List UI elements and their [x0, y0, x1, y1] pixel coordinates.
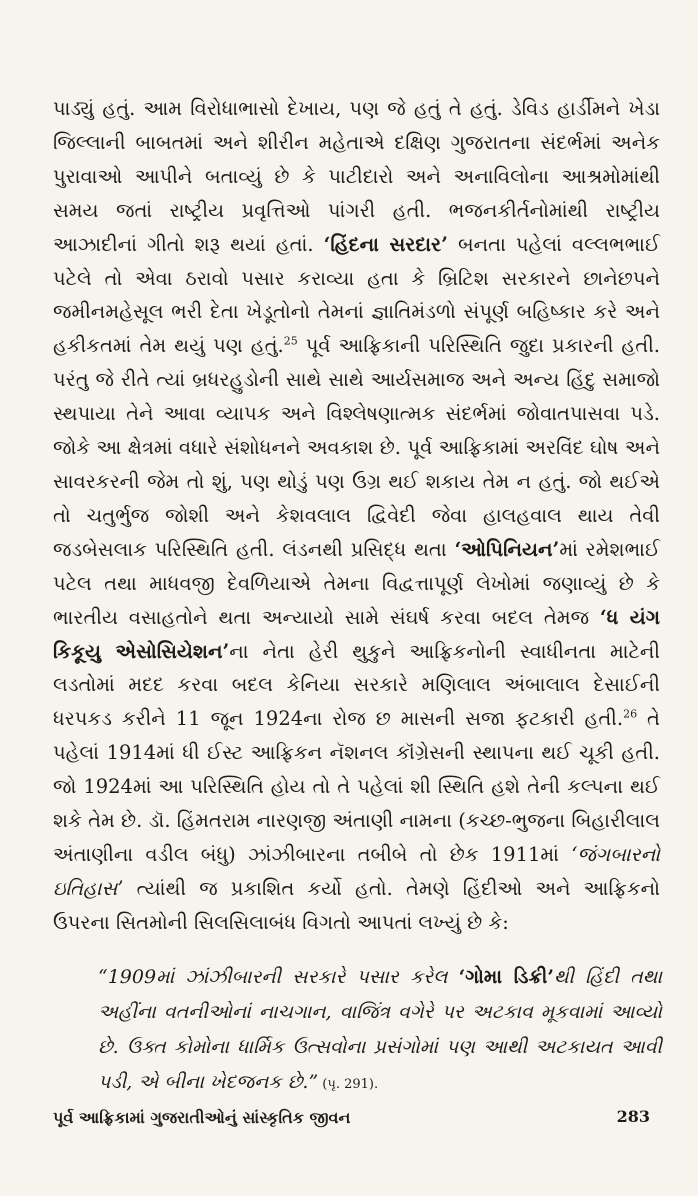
body-text-run: ના નેતા હેરી થુકુને આફ્રિકનોની સ્વાધીનતા માટેની લડતોમાં મદદ કરવા બદલ કેનિયા સરકારે મણિલાલ અંબાલાલ દેસાઈની ધરપકડ કરીને 11 જૂન 1924ના રોજ છ માસની સજા ફટકારી હતી.: [53, 639, 661, 731]
italic-book-title: ‘જંગબારનો ઇતિહાસ’: [53, 842, 660, 900]
body-text-run: પૂર્વ આફ્રિકાની પરિસ્થિતિ જુદા પ્રકારની હતી. પરંતુ જે રીતે ત્યાં બ્રધરહુડોની સાથે સાથે આર્યસમાજ અને અન્ય હિંદુ સમાજો સ્થપાયા તેને આવા વ્યાપક અને વિશ્લેષણાત્મક સંદર્ભમાં જોવાતપાસવા પડે. જોકે આ ક્ષેત્રમાં વધારે સંશોધનને અવકાશ છે. પૂર્વ આફ્રિકામાં અરવિંદ ઘોષ અને સાવરકરની જેમ તો શું, પણ થોડું પણ ઉગ્ર થઈ શકાય તેમ ન હતું. જો થઈએ તો ચતુર્ભુજ જોશી અને કેશવલાલ દ્વિવેદી જેવા હાલહવાલ થાય તેવી જડબેસલાક પરિસ્થિતિ હતી. લંડનથી પ્રસિદ્ધ થતા: [53, 334, 660, 561]
footnote-ref-26: 26: [623, 707, 638, 721]
body-text-run: પાડ્યું હતું. આમ વિરોધાભાસો દેખાય, પણ જે હતું તે હતું. ડેવિડ હાર્ડીમને ખેડા જિલ્લાની બાબતમાં અને શીરીન મહેતાએ દક્ષિણ ગુજરાતના સંદર્ભમાં અનેક પુરાવાઓ આપીને બતાવ્યું છે કે પાટીદારો અને અનાવિલોના આશ્રમોમાંથી સમય જતાં રાષ્ટ્રીય પ્રવૃત્તિઓ પાંગરી હતી. ભજનકીર્તનોમાંથી રાષ્ટ્રીય આઝાદીનાં ગીતો શરૂ થયાં હતાં.: [53, 97, 660, 256]
bold-title-hindna-sardar: ‘હિંદના સરદાર’: [323, 232, 448, 256]
body-text-run: બનતા પહેલાં વલ્લભભાઈ પટેલે તો એવા ઠરાવો પસાર કરાવ્યા હતા કે બ્રિટિશ સરકારને છાનેછપને જમીનમહેસૂલ ભરી દેતા ખેડૂતોનો તેમનાં જ્ઞાતિમંડળો સંપૂર્ણ બહિષ્કાર કરે અને હકીકતમાં તેમ થયું પણ હતું.: [53, 232, 660, 358]
body-text-run: માં રમેશભાઈ પટેલ તથા માધવજી દેવળિયાએ તેમના વિદ્વત્તાપૂર્ણ લેખોમાં જણાવ્યું છે કે ભારતીય વસાહતોને થતા અન્યાયો સામે સંઘર્ષ કરવા બદલ તેમજ: [53, 537, 660, 629]
footnote-ref-25: 25: [283, 334, 298, 348]
bold-title-opinion: ‘ઓપિનિયન’: [454, 537, 560, 561]
body-paragraph: [53, 92, 660, 940]
body-text-run: તે પહેલાં 1914માં ધી ઈસ્ટ આફ્રિકન નૅશનલ કૉંગ્રેસની સ્થાપના થઈ ચૂકી હતી. જો 1924માં આ પરિસ્થિતિ હોય તો તે પહેલાં શી સ્થિતિ હશે તેની કલ્પના થઈ શકે તેમ છે. ડૉ. હિંમતરામ નારણજી અંતાણી નામના (કચ્છ-ભુજના બિહારીલાલ અંતાણીના વડીલ બંધુ) ઝાંઝીબારના તબીબે તો છેક 1911માં: [53, 707, 660, 866]
quote-citation: (પૃ. 291).: [318, 1077, 379, 1092]
bold-title-young-kikuyu: ‘ધ યંગ કિકૂયુ એસોસિયેશન’: [53, 605, 661, 663]
block-quote: [98, 960, 662, 1102]
body-text-run: ત્યાંથી જ પ્રકાશિત કર્યો હતો. તેમણે હિંદીઓ અને આફ્રિકનો ઉપરના સિતમોની સિલસિલાબંધ વિગતો આપતાં લખ્યું છે કે:: [53, 876, 660, 934]
page-number: 283: [616, 1107, 650, 1126]
running-footer-title: પૂર્વ આફ્રિકામાં ગુજરાતીઓનું સાંસ્કૃતિક જીવન: [53, 1108, 351, 1127]
quote-bold-title: ‘ગોમા ડિક્રી’: [458, 966, 554, 988]
quote-text-run: “1909માં ઝાંઝીબારની સરકારે પસાર કરેલ: [98, 966, 459, 988]
quote-text-run: થી હિંદી તથા અહીંના વતનીઓનાં નાચગાન, વાજિંત્ર વગેરે પર અટકાવ મૂકવામાં આવ્યો છે. ઉક્ત કોમોના ધાર્મિક ઉત્સવોના પ્રસંગોમાં પણ આથી અટકાયત આવી પડી, એ બીના ખેદજનક છે.”: [98, 966, 663, 1093]
